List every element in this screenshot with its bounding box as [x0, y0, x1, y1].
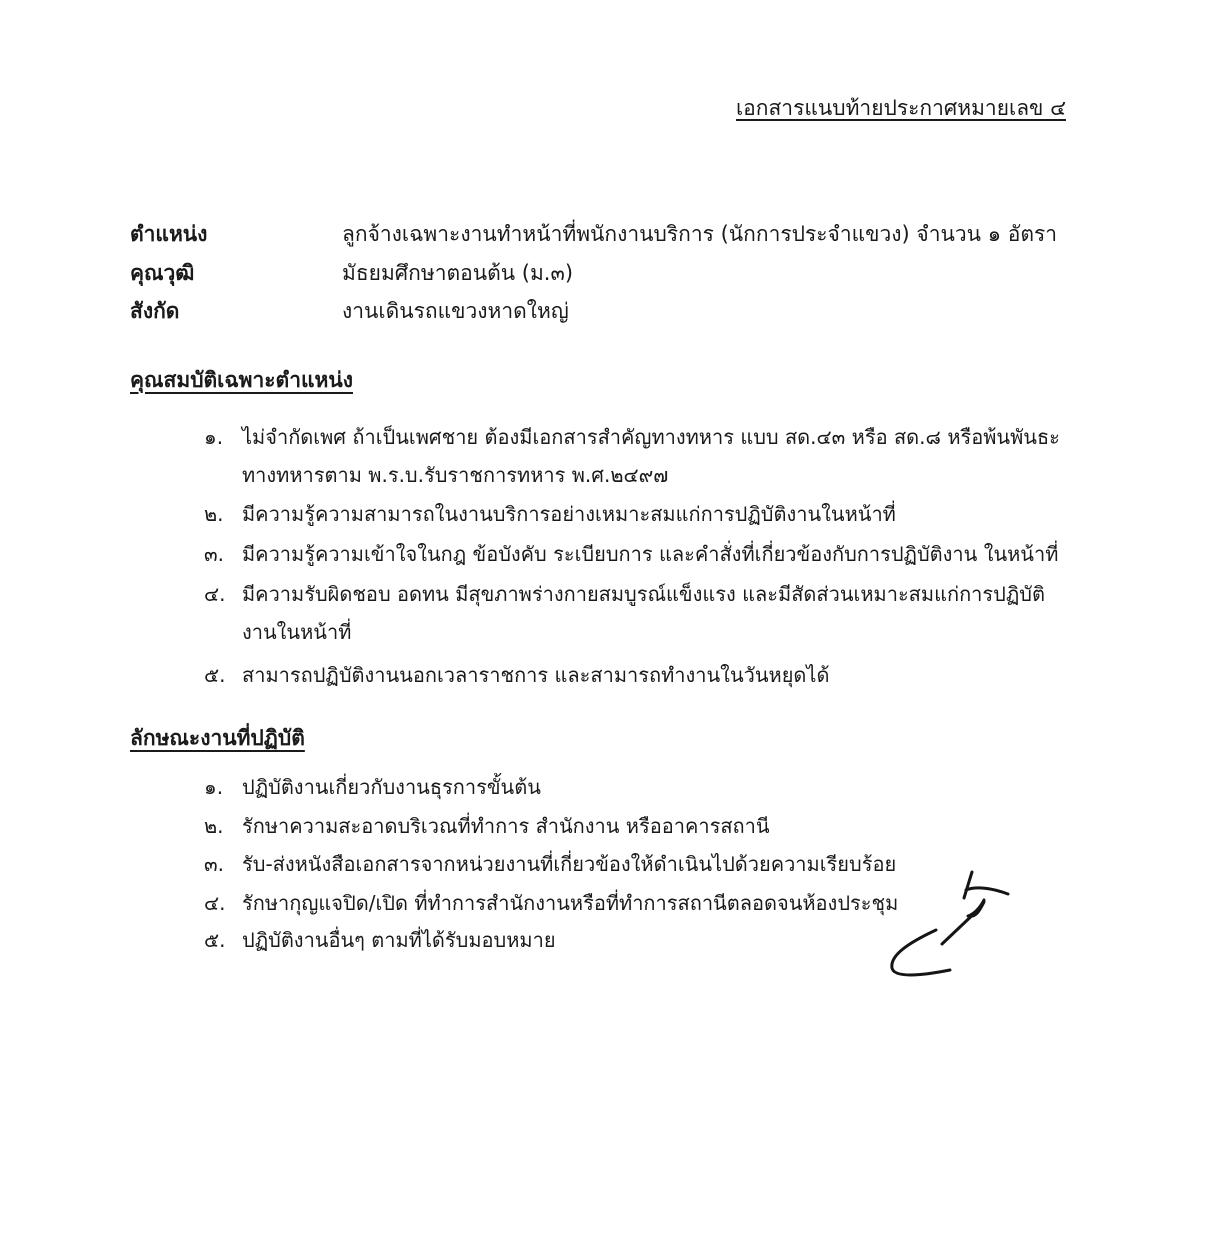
list-text: รักษากุญแจปิด/เปิด ที่ทำการสำนักงานหรือที่ทำการสถานีตลอดจนห้องประชุม — [242, 891, 899, 915]
info-label: สังกัด — [130, 299, 180, 323]
list-number: ๕. — [204, 663, 226, 687]
list-number: ๑. — [204, 775, 224, 799]
duties-heading: ลักษณะงานที่ปฏิบัติ — [130, 726, 305, 750]
list-number: ๑. — [204, 425, 224, 449]
list-number: ๓. — [204, 542, 225, 566]
qualifications-heading: คุณสมบัติเฉพาะตำแหน่ง — [130, 368, 353, 392]
list-item — [204, 807, 1064, 845]
info-label: คุณวุฒิ — [130, 261, 195, 285]
list-number: ๓. — [204, 852, 225, 876]
signature — [880, 860, 1030, 990]
list-text: ปฏิบัติงานอื่นๆ ตามที่ได้รับมอบหมาย — [242, 928, 556, 952]
info-row-department — [130, 295, 1070, 328]
document-reference: เอกสารแนบท้ายประกาศหมายเลข ๔ — [735, 96, 1066, 120]
list-text: มีความรู้ความเข้าใจในกฎ ข้อบังคับ ระเบียบการ และคำสั่งที่เกี่ยวข้องกับการปฏิบัติงาน ในหน้าที่ — [242, 542, 1059, 566]
list-item — [204, 575, 1064, 651]
list-number: ๔. — [204, 582, 226, 606]
list-number: ๔. — [204, 891, 226, 915]
list-number: ๒. — [204, 502, 224, 526]
list-text: ปฏิบัติงานเกี่ยวกับงานธุรการขั้นต้น — [242, 775, 541, 799]
info-value: ลูกจ้างเฉพาะงานทำหน้าที่พนักงานบริการ (นักการประจำแขวง) จำนวน ๑ อัตรา — [342, 222, 1058, 246]
info-row-position — [130, 218, 1070, 251]
info-value: งานเดินรถแขวงหาดใหญ่ — [342, 299, 569, 323]
list-item — [204, 768, 1064, 806]
list-text: มีความรู้ความสามารถในงานบริการอย่างเหมาะสมแก่การปฏิบัติงานในหน้าที่ — [242, 502, 896, 526]
list-number: ๕. — [204, 928, 226, 952]
info-value: มัธยมศึกษาตอนต้น (ม.๓) — [342, 261, 574, 285]
list-text: สามารถปฏิบัติงานนอกเวลาราชการ และสามารถทำงานในวันหยุดได้ — [242, 663, 830, 687]
list-item — [204, 656, 1064, 694]
list-item — [204, 535, 1064, 573]
list-text: มีความรับผิดชอบ อดทน มีสุขภาพร่างกายสมบูรณ์แข็งแรง และมีสัดส่วนเหมาะสมแก่การปฏิบัติงานในหน้าที่ — [242, 582, 1045, 644]
list-text: ไม่จำกัดเพศ ถ้าเป็นเพศชาย ต้องมีเอกสารสำคัญทางทหาร แบบ สด.๔๓ หรือ สด.๘ หรือพ้นพันธะทางทหารตาม พ.ร.บ.รับราชการทหาร พ.ศ.๒๔๙๗ — [242, 425, 1060, 487]
list-text: รักษาความสะอาดบริเวณที่ทำการ สำนักงาน หรืออาคารสถานี — [242, 814, 770, 838]
info-row-qualification — [130, 257, 1070, 290]
list-item — [204, 418, 1064, 494]
list-number: ๒. — [204, 814, 224, 838]
info-label: ตำแหน่ง — [130, 222, 208, 246]
list-item — [204, 495, 1064, 533]
list-text: รับ-ส่งหนังสือเอกสารจากหน่วยงานที่เกี่ยวข้องให้ดำเนินไปด้วยความเรียบร้อย — [242, 852, 897, 876]
